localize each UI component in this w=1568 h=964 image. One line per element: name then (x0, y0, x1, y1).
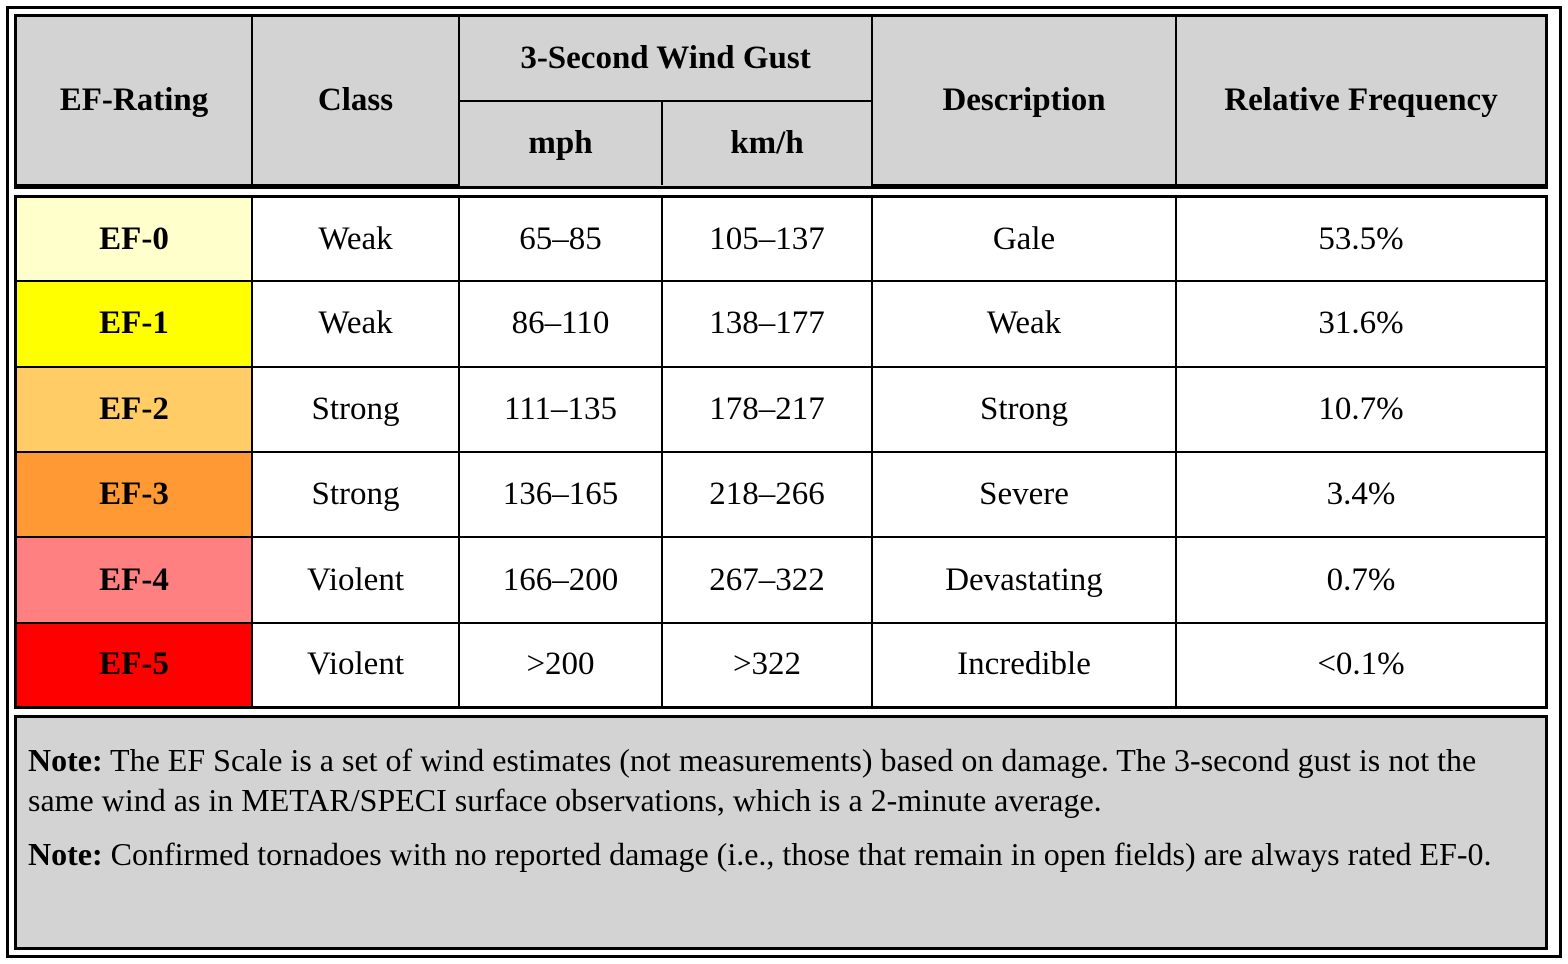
cell-ef-rating: EF-5 (17, 623, 252, 706)
cell-class: Strong (252, 367, 459, 452)
note-label: Note: (28, 742, 103, 778)
cell-frequency: 3.4% (1176, 452, 1545, 537)
note-body: The EF Scale is a set of wind estimates (not measurements) based on damage. The 3-second gust is not the same wind as in METAR/SPECI surface observations, which is a 2-minute average. (28, 742, 1477, 818)
cell-ef-rating: EF-4 (17, 537, 252, 622)
cell-kmh: 218–266 (662, 452, 872, 537)
header-ef-rating: EF-Rating (17, 17, 252, 185)
cell-mph: 86–110 (459, 281, 662, 366)
cell-mph: 65–85 (459, 198, 662, 281)
cell-mph: 166–200 (459, 537, 662, 622)
table-body-panel (14, 195, 1548, 709)
cell-class: Strong (252, 452, 459, 537)
cell-mph: >200 (459, 623, 662, 706)
cell-mph: 136–165 (459, 452, 662, 537)
cell-frequency: 53.5% (1176, 198, 1545, 281)
cell-kmh: 178–217 (662, 367, 872, 452)
cell-description: Severe (872, 452, 1176, 537)
header-kmh: km/h (662, 101, 872, 185)
cell-class: Weak (252, 198, 459, 281)
ef-scale-table-frame (6, 6, 1562, 958)
note-paragraph (28, 740, 1527, 820)
cell-ef-rating: EF-1 (17, 281, 252, 366)
header-relative-frequency: Relative Frequency (1176, 17, 1545, 185)
note-label: Note: (28, 836, 103, 872)
notes-text (28, 740, 1527, 888)
header-wind-gust: 3-Second Wind Gust (459, 17, 872, 101)
cell-kmh: 105–137 (662, 198, 872, 281)
cell-frequency: <0.1% (1176, 623, 1545, 706)
note-body: Confirmed tornadoes with no reported damage (i.e., those that remain in open fields) are always rated EF-0. (102, 836, 1492, 872)
cell-ef-rating: EF-0 (17, 198, 252, 281)
notes-panel (14, 715, 1548, 950)
table-row (17, 452, 1545, 537)
table-row (17, 198, 1545, 281)
header-mph: mph (459, 101, 662, 185)
cell-description: Incredible (872, 623, 1176, 706)
cell-ef-rating: EF-3 (17, 452, 252, 537)
cell-description: Weak (872, 281, 1176, 366)
header-description: Description (872, 17, 1176, 185)
cell-kmh: 138–177 (662, 281, 872, 366)
cell-kmh: >322 (662, 623, 872, 706)
cell-class: Violent (252, 623, 459, 706)
cell-frequency: 31.6% (1176, 281, 1545, 366)
header-class: Class (252, 17, 459, 185)
cell-ef-rating: EF-2 (17, 367, 252, 452)
table-row (17, 367, 1545, 452)
table-header-panel (14, 14, 1548, 189)
body-table (17, 198, 1545, 706)
cell-class: Weak (252, 281, 459, 366)
table-row (17, 623, 1545, 706)
table-row (17, 537, 1545, 622)
header-table (17, 17, 1545, 186)
cell-frequency: 10.7% (1176, 367, 1545, 452)
cell-kmh: 267–322 (662, 537, 872, 622)
table-row (17, 281, 1545, 366)
cell-description: Strong (872, 367, 1176, 452)
rating-rows (17, 198, 1545, 706)
note-paragraph (28, 834, 1527, 874)
cell-description: Gale (872, 198, 1176, 281)
cell-description: Devastating (872, 537, 1176, 622)
cell-frequency: 0.7% (1176, 537, 1545, 622)
cell-class: Violent (252, 537, 459, 622)
cell-mph: 111–135 (459, 367, 662, 452)
